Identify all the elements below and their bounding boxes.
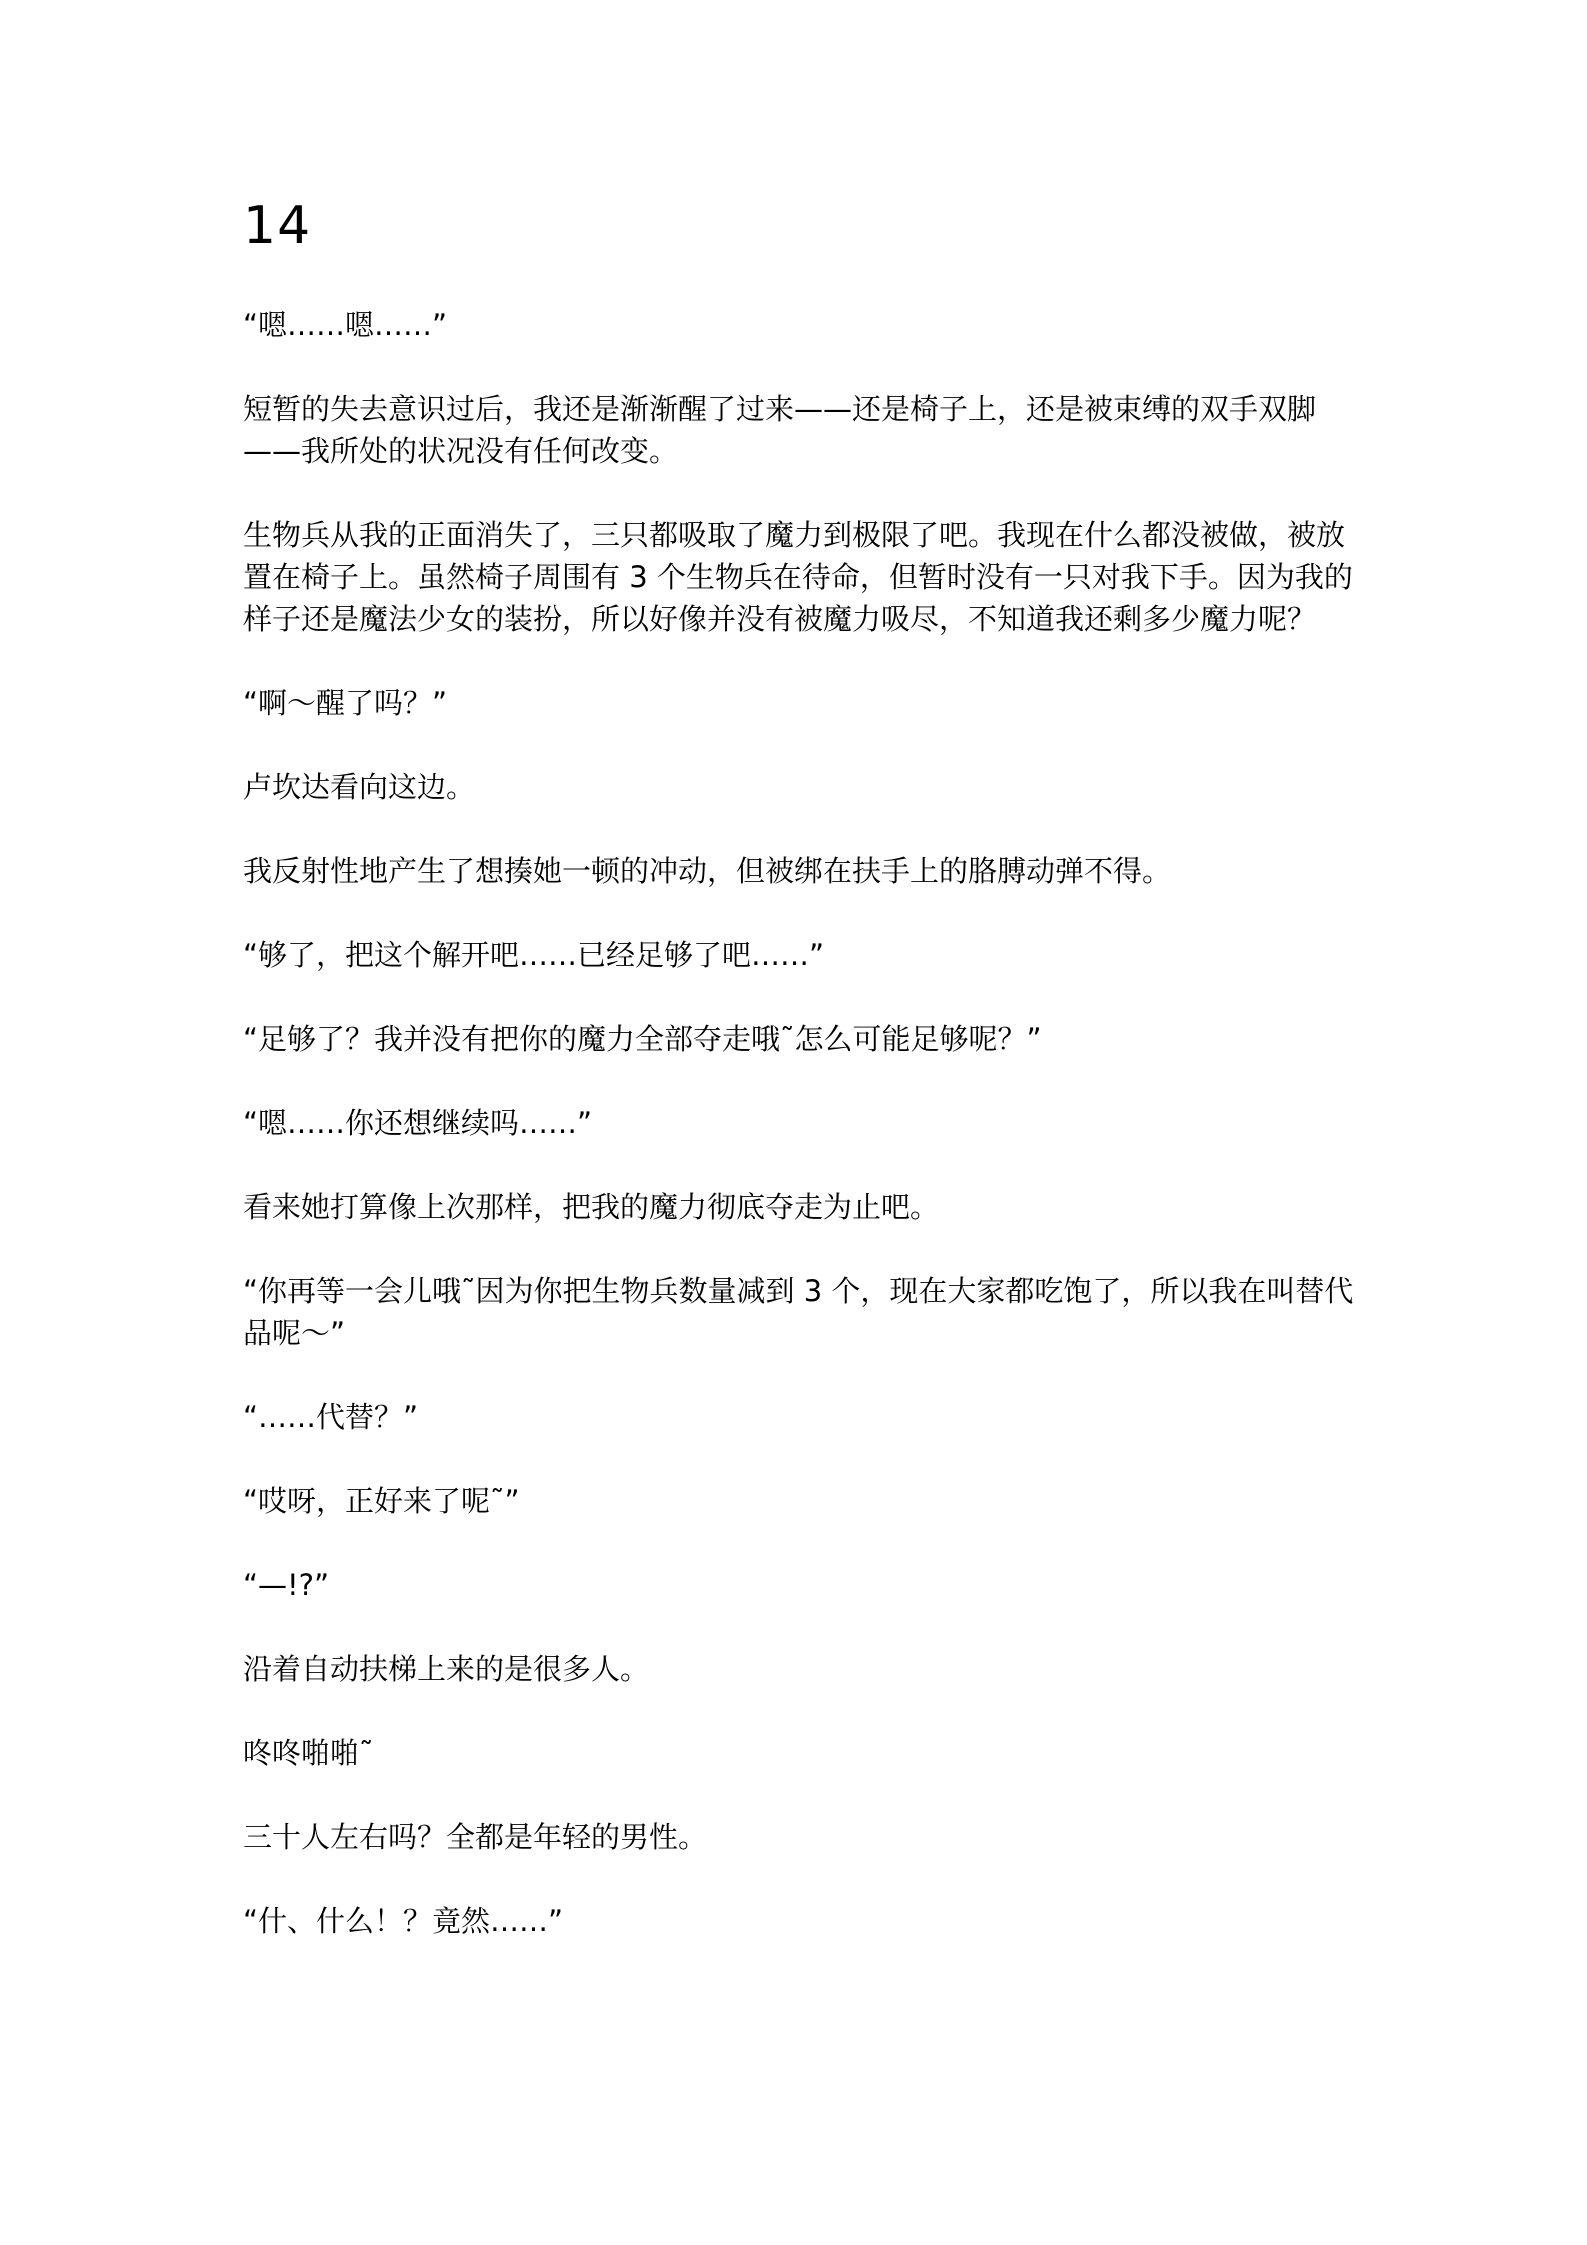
paragraph: 沿着自动扶梯上来的是很多人。 — [243, 1652, 650, 1686]
paragraph: “—!?” — [243, 1568, 330, 1602]
paragraph: 生物兵从我的正面消失了，三只都吸取了魔力到极限了吧。我现在什么都没被做，被放置在椅子上。虽然椅子周围有 3 个生物兵在待命，但暂时没有一只对我下手。因为我的样子还是魔法少女的装扮，所以好像并没有被魔力吸尽，不知道我还剩多少魔力呢？ — [243, 518, 1353, 636]
paragraph: 三十人左右吗？全都是年轻的男性。 — [243, 1820, 708, 1854]
paragraph: 我反射性地产生了想揍她一顿的冲动，但被绑在扶手上的胳膊动弹不得。 — [243, 854, 1172, 888]
paragraph: “哎呀，正好来了呢˜” — [243, 1484, 520, 1518]
paragraph: “啊～醒了吗？” — [243, 686, 448, 720]
paragraph: 卢坎达看向这边。 — [243, 770, 476, 804]
paragraph: “嗯……你还想继续吗……” — [243, 1106, 593, 1140]
paragraph: “……代替？” — [243, 1400, 419, 1434]
paragraph: “足够了？我并没有把你的魔力全部夺走哦˜怎么可能足够呢？” — [243, 1022, 1042, 1056]
paragraph: 咚咚啪啪˜ — [243, 1736, 374, 1770]
paragraph: “够了，把这个解开吧……已经足够了吧……” — [243, 938, 825, 972]
paragraph: 短暂的失去意识过后，我还是渐渐醒了过来——还是椅子上，还是被束缚的双手双脚——我所处的状况没有任何改变。 — [243, 392, 1317, 468]
paragraph: “你再等一会儿哦˜因为你把生物兵数量减到 3 个，现在大家都吃饱了，所以我在叫替代品呢～” — [243, 1274, 1354, 1350]
paragraph: “什、什么！？竟然……” — [243, 1904, 564, 1938]
paragraph: 看来她打算像上次那样，把我的魔力彻底夺走为止吧。 — [243, 1190, 940, 1224]
document-page — [243, 196, 1363, 1984]
chapter-title: 14 — [243, 196, 312, 256]
paragraph: “嗯……嗯……” — [243, 308, 448, 342]
